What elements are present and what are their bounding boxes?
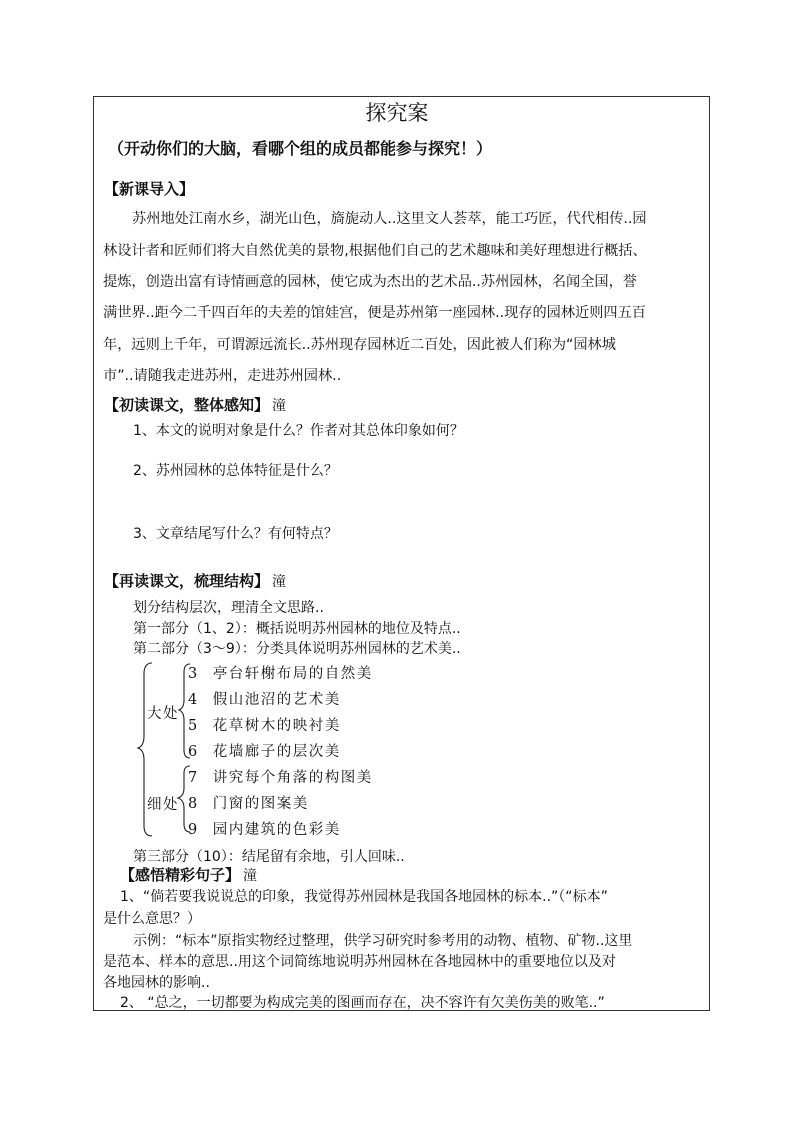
marker-icon: 潼	[243, 868, 258, 884]
first-read-heading	[104, 394, 286, 415]
sentences-heading-text: 【感悟精彩句子】	[120, 866, 241, 884]
page-subtitle: （开动你们的大脑，看哪个组的成员都能参与探究！）	[108, 139, 493, 158]
marker-icon: 潼	[272, 574, 287, 590]
structure-item: 3 亭台轩榭布局的自然美	[188, 666, 373, 682]
sentence-line: 是范本、样本的意思..用这个词简练地说明苏州园林在各地园林中的重要地位以及对	[103, 954, 616, 970]
intro-heading: 【新课导入】	[104, 180, 195, 198]
structure-item: 7 讲究每个角落的构图美	[188, 770, 373, 786]
structure-line: 第一部分（1、2）：概括说明苏州园林的地位及特点..	[133, 621, 461, 637]
question-item: 2、苏州园林的总体特征是什么？	[133, 463, 338, 479]
intro-line: 满世界..距今二千四百年的夫差的馆娃宫，便是苏州第一座园林..现存的园林近则四五百	[103, 305, 646, 321]
intro-line: 市”..请随我走进苏州，走进苏州园林..	[103, 368, 342, 384]
first-read-heading-text: 【初读课文，整体感知】	[104, 396, 270, 414]
intro-line: 苏州地处江南水乡，湖光山色，旖旎动人..这里文人荟萃，能工巧匠，代代相传..园	[132, 211, 647, 227]
marker-icon: 潼	[272, 398, 287, 414]
sentences-heading	[120, 864, 257, 885]
small-aspect-label: 细处	[147, 797, 179, 813]
sentence-line: 1、“倘若要我说说总的印象，我觉得苏州园林是我国各地园林的标本..”（“标本”	[120, 889, 608, 905]
second-read-heading-text: 【再读课文，梳理结构】	[104, 572, 270, 590]
structure-item: 6 花墙廊子的层次美	[188, 744, 341, 760]
intro-line: 年，远则上千年，可谓源远流长..苏州现存园林近二百处，因此被人们称为“园林城	[103, 337, 616, 353]
structure-item: 8 门窗的图案美	[188, 796, 309, 812]
structure-item: 9 园内建筑的色彩美	[188, 822, 341, 838]
intro-line: 林设计者和匠师们将大自然优美的景物,根据他们自己的艺术趣味和美好理想进行概括、	[103, 243, 647, 259]
structure-line: 划分结构层次，理清全文思路..	[133, 600, 324, 616]
sentence-line: 示例：“标本”原指实物经过整理，供学习研究时参考用的动物、植物、矿物..这里	[133, 933, 633, 949]
sentence-line: 各地园林的影响..	[103, 975, 210, 991]
structure-line: 第三部分（10）：结尾留有余地，引人回味..	[133, 849, 405, 865]
intro-line: 提炼，创造出富有诗情画意的园林，使它成为杰出的艺术品..苏州园林，名闻全国，誉	[103, 274, 637, 290]
structure-item: 5 花草树木的映衬美	[188, 718, 341, 734]
question-item: 3、文章结尾写什么？有何特点？	[133, 526, 338, 542]
second-read-heading	[104, 570, 286, 591]
question-item: 1、本文的说明对象是什么？作者对其总体印象如何？	[133, 423, 464, 439]
page-title: 探究案	[365, 101, 429, 125]
big-aspect-label: 大处	[147, 706, 179, 722]
structure-line: 第二部分（3～9）：分类具体说明苏州园林的艺术美..	[133, 641, 461, 657]
sentence-line: 是什么意思？）	[103, 911, 201, 927]
structure-item: 4 假山池沼的艺术美	[188, 692, 341, 708]
sentence-line: 2、 “总之，一切都要为构成完美的图画而存在，决不容许有欠美伤美的败笔..”	[120, 995, 605, 1011]
